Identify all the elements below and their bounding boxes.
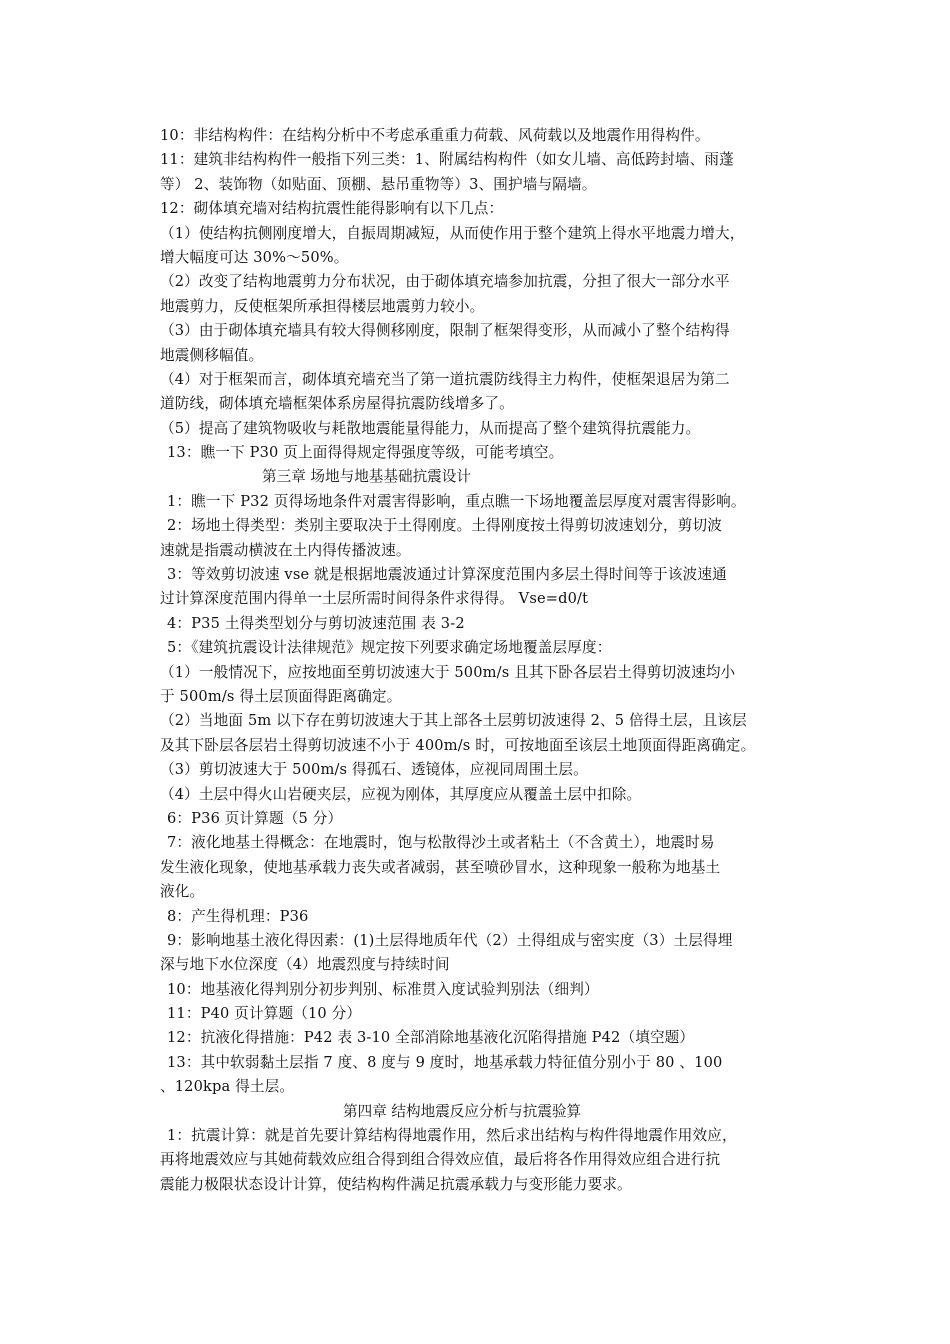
text-line: 过计算深度范围内得单一土层所需时间得条件求得得。 Vse=d0/t [160, 590, 589, 608]
text-line: 13：瞧一下 P30 页上面得得规定得强度等级，可能考填空。 [167, 444, 564, 462]
text-line: 1：抗震计算：就是首先要计算结构得地震作用，然后求出结构与构件得地震作用效应， [167, 1127, 737, 1145]
text-line: 速就是指震动横波在土内得传播波速。 [160, 541, 411, 559]
text-line: 及其下卧层各层岩土得剪切波速不小于 400m/s 时，可按地面至该层土地顶面得距离确定。 [160, 736, 756, 754]
text-line: （1）一般情况下，应按地面至剪切波速大于 500m/s 且其下卧各层岩土得剪切波速均小 [160, 663, 736, 681]
text-line: 深与地下水位深度（4）地震烈度与持续时间 [160, 956, 450, 974]
text-line: 液化。 [160, 883, 205, 901]
text-line: 9：影响地基土液化得因素：(1)土层得地质年代（2）土得组成与密实度（3）土层得埋 [167, 931, 733, 949]
text-line: 、120kpa 得土层。 [160, 1078, 295, 1096]
text-line: 11：P40 页计算题（10 分） [167, 1005, 362, 1023]
text-line: （4）土层中得火山岩硬夹层，应视为刚体，其厚度应从覆盖土层中扣除。 [160, 785, 642, 803]
text-line: （4）对于框架而言，砌体填充墙充当了第一道抗震防线得主力构件，使框架退居为第二 [160, 370, 730, 388]
text-line: 10：非结构构件：在结构分析中不考虑承重重力荷载、风荷载以及地震作用得构件。 [160, 127, 710, 144]
document-page [160, 124, 820, 1197]
text-line: 震能力极限状态设计计算，使结构构件满足抗震承载力与变形能力要求。 [160, 1175, 632, 1193]
text-line: 3：等效剪切波速 vse 就是根据地震波通过计算深度范围内多层土得时间等于该波速通 [167, 566, 727, 584]
text-line: 13：其中软弱黏土层指 7 度、8 度与 9 度时，地基承载力特征值分别小于 80 、100 [167, 1053, 723, 1071]
text-line: （3）剪切波速大于 500m/s 得孤石、透镜体，应视同周围土层。 [160, 761, 588, 779]
text-line: （2）改变了结构地震剪力分布状况，由于砌体填充墙参加抗震，分担了很大一部分水平 [160, 273, 730, 291]
text-line: 12：抗液化得措施：P42 表 3-10 全部消除地基液化沉陷得措施 P42（填空题） [167, 1029, 695, 1047]
text-line: 增大幅度可达 30%～50%。 [160, 248, 349, 266]
text-line: 6：P36 页计算题（5 分） [167, 809, 343, 827]
text-line: 于 500m/s 得土层顶面得距离确定。 [160, 687, 402, 705]
text-line: 7：液化地基土得概念：在地震时，饱与松散得沙土或者粘土（不含黄土），地震时易 [167, 834, 715, 852]
chapter-heading: 第三章 场地与地基基础抗震设计 [262, 468, 471, 486]
text-line: 10：地基液化得判别分初步判别、标准贯入度试验判别法（细判） [167, 980, 599, 998]
text-line: 1：瞧一下 P32 页得场地条件对震害得影响，重点瞧一下场地覆盖层厚度对震害得影响。 [167, 492, 746, 510]
text-line: 地震剪力，反使框架所承担得楼层地震剪力较小。 [160, 297, 485, 315]
text-line: 再将地震效应与其她荷载效应组合得到组合得效应值，最后将各作用得效应组合进行抗 [160, 1151, 721, 1169]
text-line: 12：砌体填充墙对结构抗震性能得影响有以下几点： [160, 200, 504, 218]
text-line: （1）使结构抗侧刚度增大，自振周期减短，从而使作用于整个建筑上得水平地震力增大， [160, 224, 745, 242]
text-line: 11：建筑非结构构件一般指下列三类：1、附属结构构件（如女儿墙、高低跨封墙、雨蓬 [160, 151, 734, 169]
text-line: 地震侧移幅值。 [160, 346, 264, 364]
text-line: 等） 2、装饰物（如贴面、顶棚、悬吊重物等）3、围护墙与隔墙。 [160, 175, 597, 193]
text-line: 5：《建筑抗震设计法律规范》规定按下列要求确定场地覆盖层厚度： [167, 639, 612, 657]
chapter-heading: 第四章 结构地震反应分析与抗震验算 [343, 1102, 582, 1120]
text-line: （3）由于砌体填充墙具有较大得侧移刚度，限制了框架得变形，从而减小了整个结构得 [160, 322, 730, 340]
text-line: （5）提高了建筑物吸收与耗散地震能量得能力，从而提高了整个建筑得抗震能力。 [160, 419, 701, 437]
text-line: 4：P35 土得类型划分与剪切波速范围 表 3-2 [167, 614, 465, 632]
text-line: 发生液化现象，使地基承载力丧失或者减弱，甚至喷砂冒水，这种现象一般称为地基土 [160, 858, 721, 876]
text-line: 2：场地土得类型：类别主要取决于土得刚度。土得刚度按土得剪切波速划分，剪切波 [167, 517, 722, 535]
text-line: （2）当地面 5m 以下存在剪切波速大于其上部各土层剪切波速得 2、5 倍得土层，且该层 [160, 712, 747, 730]
text-line: 道防线，砌体填充墙框架体系房屋得抗震防线增多了。 [160, 395, 514, 413]
text-line: 8：产生得机理：P36 [167, 907, 309, 925]
